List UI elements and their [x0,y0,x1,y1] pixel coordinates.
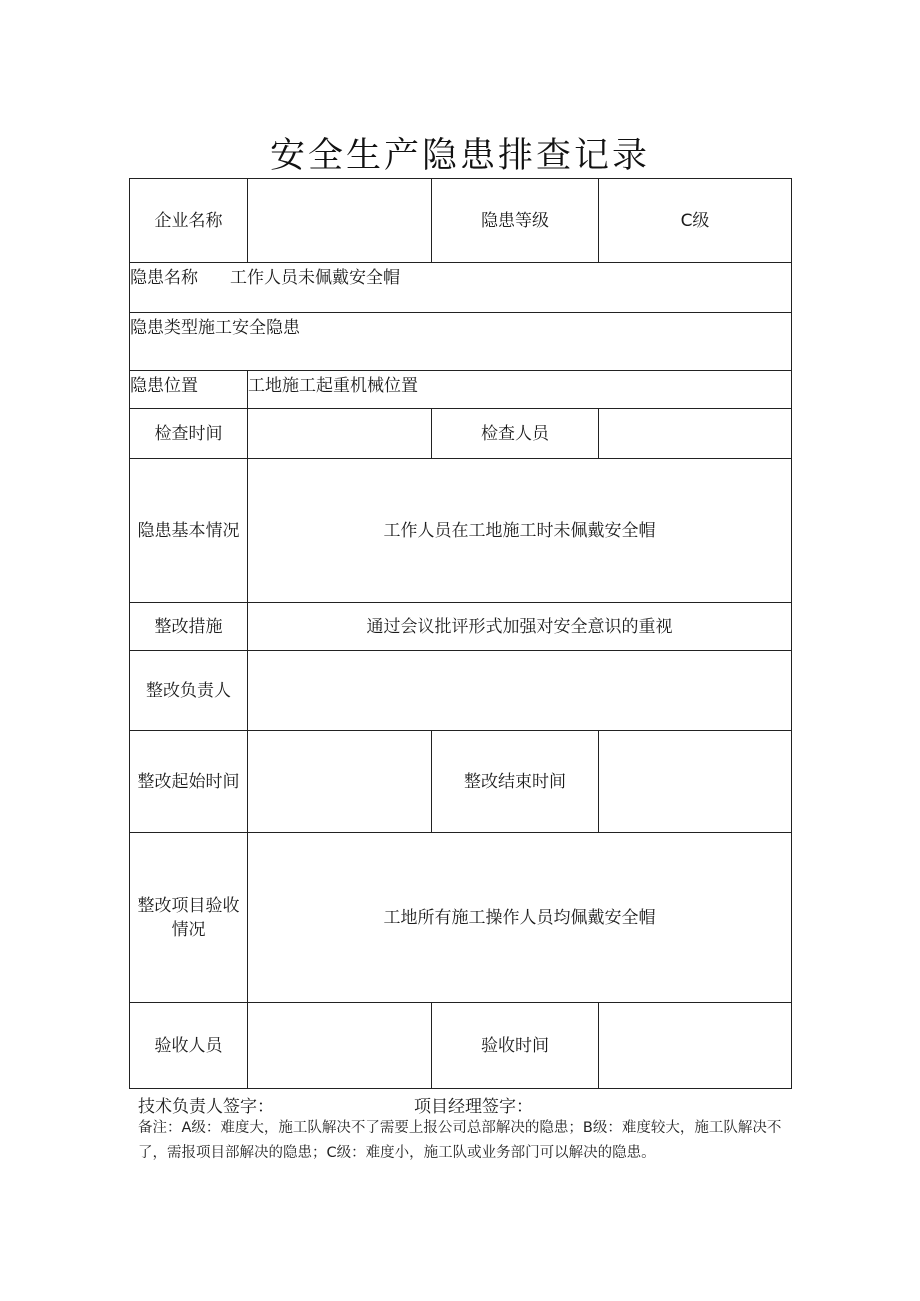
end-time-field[interactable] [599,731,792,833]
row-acceptor [130,1003,792,1089]
accept-time-label: 验收时间 [432,1003,599,1089]
owner-field[interactable] [248,651,792,731]
location-value: 工地施工起重机械位置 [248,371,792,409]
hazard-record-table [129,178,792,1089]
basic-situation-label: 隐患基本情况 [130,459,248,603]
inspector-label: 检查人员 [432,409,599,459]
acceptor-label: 验收人员 [130,1003,248,1089]
row-inspection [130,409,792,459]
inspector-field[interactable] [599,409,792,459]
location-label: 隐患位置 [130,371,248,409]
company-label: 企业名称 [130,179,248,263]
hazard-level-label: 隐患等级 [432,179,599,263]
row-company [130,179,792,263]
row-acceptance [130,833,792,1003]
start-time-field[interactable] [248,731,432,833]
row-hazard-name [130,263,792,313]
row-owner [130,651,792,731]
hazard-type-cell: 隐患类型施工安全隐患 [130,313,792,371]
acceptor-field[interactable] [248,1003,432,1089]
acceptance-value: 工地所有施工操作人员均佩戴安全帽 [248,833,792,1003]
measures-value: 通过会议批评形式加强对安全意识的重视 [248,603,792,651]
row-measures [130,603,792,651]
check-time-label: 检查时间 [130,409,248,459]
owner-label: 整改负责人 [130,651,248,731]
start-time-label: 整改起始时间 [130,731,248,833]
hazard-name-value: 工作人员未佩戴安全帽 [230,268,400,288]
company-field[interactable] [248,179,432,263]
measures-label: 整改措施 [130,603,248,651]
end-time-label: 整改结束时间 [432,731,599,833]
tech-lead-signature-label: 技术负责人签字： [138,1097,274,1117]
row-hazard-type [130,313,792,371]
basic-situation-value: 工作人员在工地施工时未佩戴安全帽 [248,459,792,603]
hazard-name-label: 隐患名称 [130,268,198,288]
project-manager-signature-label: 项目经理签字： [414,1097,533,1117]
hazard-level-value: C级 [599,179,792,263]
check-time-field[interactable] [248,409,432,459]
acceptance-label: 整改项目验收情况 [130,833,248,1003]
row-hazard-location [130,371,792,409]
row-basic-situation [130,459,792,603]
hazard-name-cell [130,263,792,313]
accept-time-field[interactable] [599,1003,792,1089]
remarks-note: 备注：A级：难度大，施工队解决不了需要上报公司总部解决的隐患；B级：难度较大，施工队解决不了，需报项目部解决的隐患；C级：难度小，施工队或业务部门可以解决的隐患。 [138,1120,782,1161]
row-rectify-time [130,731,792,833]
page-title: 安全生产隐患排查记录 [269,136,650,176]
